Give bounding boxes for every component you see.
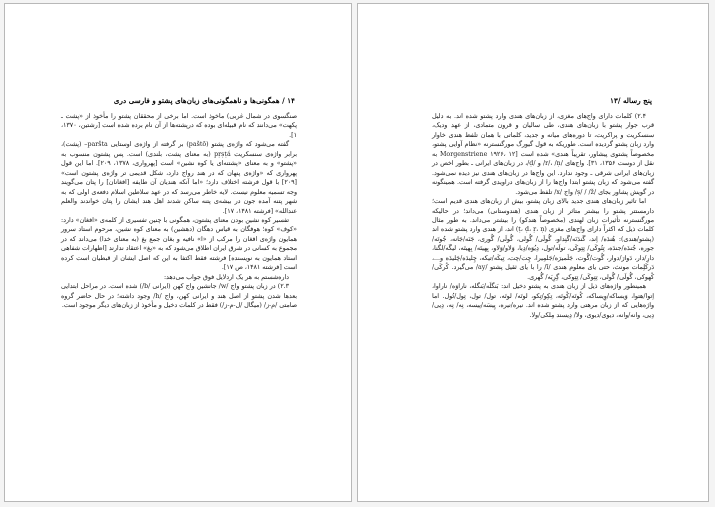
- left-page-header: [5, 96, 351, 105]
- left-page-body: [61, 112, 297, 311]
- right-page-header-title: پنج رساله /۱۳: [610, 96, 652, 105]
- right-page-body: [432, 112, 654, 320]
- right-paragraph: ۲.۴) کلمات دارای واج‌های مغزی، از زبان‌های هندی وارد پشتو شده اند. به دلیل قرب جوار پشتو با زبان‌های هندی، طی سالیان و قرون متمادی، از عهد ودیک، سنسکریت و پراکریت، تا دوره‌های میانه و جدید، کلماتی با همان تلفظ هندی خاوار وارد زبان پشتو گردیده است. طوریکه به قول گیورگ مورگنسترنه «نظام آوایی پشتو، مخصوصاً پشتوی پیشاور، تقریباً هندی» شده است [۱۲ ،۱۹۲۶ Morgenstriene به نقل از دوست ۱۳۵۶، ۳۱]. واج‌های /r/، /ṇ/ و /ḍ/، در زبان‌های ایرانی ـ بطور اخص در زبان‌های ایرانی شرقی ـ وجود ندارد. این واج‌ها در زبان‌های هندی نیز دیده نمی‌شود. گفته می‌شود که زبان پشتو ابتدا واج‌ها را از زبان‌های دراویدی گرفته است. همینگونه در گویش پشاور بجای /ṣ/ / /ž/ واج /x/ تلفظ می‌شود.: [432, 113, 655, 196]
- right-paragraph: همینطور واژه‌های ذیل از زبان هندی به پشتو دخیل اند: بَنگلَه/بَنگله، ناراوَه/ ناراوا، اِتوا/هتوا، وَیساکه/وِیساکه، کُوتَه/کُوتَه، تِکِو/تِکو، لوتَه/ لوتَه، تول/ تول، تِول/تُول. اما واژه‌هایی که از زبان مرهتی وارد پشتو شده اند. نیره‌/نیره، پِیسَه/پیسه، نِه/ نِه، دِیی/دِیی، وانه/وانه، دیوی/دیوی، ولا/ دِیسند مِلکی/ولا.: [432, 283, 654, 319]
- right-paragraph: اما تاثیر زبان‌های هندی جدید بالای زبان پشتو، بیش از زبان‌های هندی قدیم است؛ دارمستتر پشتو را بیشتر متاثر از زبان هندی (هندوستانی) می‌داند؛ در حالیکه مورگنسترنه تأثیرات زبان لهندی (مخصوصاً هندکو) را بیشتر می‌داند. به طور مثال کلمات ذیل که اکثراً دارای واج‌های مغزی (ṭ، ḍ، ṛ، ṇ) اند، از هندی وارد پشتو شده اند (پشتو/هندی): هُندَه/ اِند، گَندَنَه/گَنِداو، گُولَی/ گُولی، گُولَی/ گُوری، جَنَه/جَانه، جُوتَه/جوره، جُندَه/جندَه، تِتُوکَی/ تِتِوکَی، تولَه/تول، دِیُوَه/دِیا، وَلاو/وَلاو، بِهیتَه/ بِهیتَه، لیگَه/لگنا، دارِ/دار، دَوارَ/دوار، گُوت/گُوت، جَلَمیرَه/جَلمِیرا، چِت/چت، تِیکَه/تیکه، چِلیدَه/چَلیدَه و...، دَرکَلِمات مونث، حتی یای معلوم هندی /ī/ را با یای ثقیل پشتو /ay/ می‌گیرد. کُرکَی/ کُهوکی، گُولَی/ گُولی، تِتِوکَی/ تِتِوکی، گِرِیَه/ گُهری.: [432, 198, 655, 281]
- left-page-header-title: ۱۴ / همگونی‌ها و ناهمگونی‌های زبان‌های پشتو و فارسی دری: [113, 96, 295, 105]
- left-paragraph: تفسیر کوه نشین بودن معنای پشتون، همگونی با چنین تفسیری از کلمه‌ی «افغان» دارد: «کوف» کوه؛ هوفگان به قیاس دهگان (دهشین) به معنای کوه نشین، مرحوم استاد سرور همایون واژه‌ی افغان را مرکب از «ا» نافیه و بغان جمع بغ (به معنای خدا) می‌داند که در مجموع به کسانی در شرق ایران اطلاق می‌شود که به «بغ» اعتقاد ندارند [اظهارات شفاهی استاد همایون به نویسنده] فرشته فقط اکتفا به این که اصل ایشان از قبطیان است کرده است [فرشته ۱۴۸۱، ص ۱۷].: [61, 216, 297, 272]
- left-paragraph: ۲.۳) در زبان پشتو واج /w/ جانشین واج کهن (ایرانی /b/) شده است. در مراحل ابتدایی بعدها شدن پشتو از اصل هند و ایرانی کهن، واج /h/ وجود داشته؛ در حال حاضر گروه صامتی /م-ز/ (میگال /ل-م-ز/) فقط در کلمات دخیل و مأخوذ از زبان‌های دیگر موجود است.: [61, 283, 297, 310]
- left-paragraph: داره‌شستم به هر یک اردلایل فوق جواب می‌دهد:: [163, 273, 289, 281]
- left-page: [4, 3, 352, 502]
- right-page-header: [358, 96, 708, 105]
- right-page: [357, 3, 709, 502]
- left-paragraph: گفته می‌شود که واژه‌ی پشتو (paštō) بر گرفته از واژه‌ی اوستایی paršta– (پشت)، برابر واژه‌ی سنسکریت pṛṣṭá (به معنای پشت، بلندی) است. پس پشتون منسوب به «پشتو» و به معنای «پشتنه‌ای یا کوه نشین» است [پهرواری، ۱۳۷۸، ۲۰۹]. اما این قول پهرواری که «واژه‌ی پنهان که در هند رواج دارد، شکل قدیمی تر واژه‌ی پشتون است» [۲۰۹] با قول فرشته اختلاف دارد؛ «اما آنکه هندیان آن طایفه [افغانان] را پتان می‌گویند وجه تسمیه معلوم نیست. لایه خاطر می‌رسد که در عهد سلاطین اسلام دفعه‌ی اولی که به شهر پتنه آمده جون در بیشه‌ی پتنه ساکن شدند اهل هند ایشان را پتان خواندند والعلم عندالله» [فرشته ۱۴۸۱، ۱۷].: [61, 141, 297, 215]
- left-paragraph: صنگسوی در شمال غربی) ماخوذ است. اما برخی از محققان پشتو را مأخوذ از «پشت ـ پکهت» می‌دانند که نام قبیله‌ای بوده که درپشته‌ها از آن نام برده شده است [رشتین، ۱۳۷۰، ۱].: [61, 113, 297, 139]
